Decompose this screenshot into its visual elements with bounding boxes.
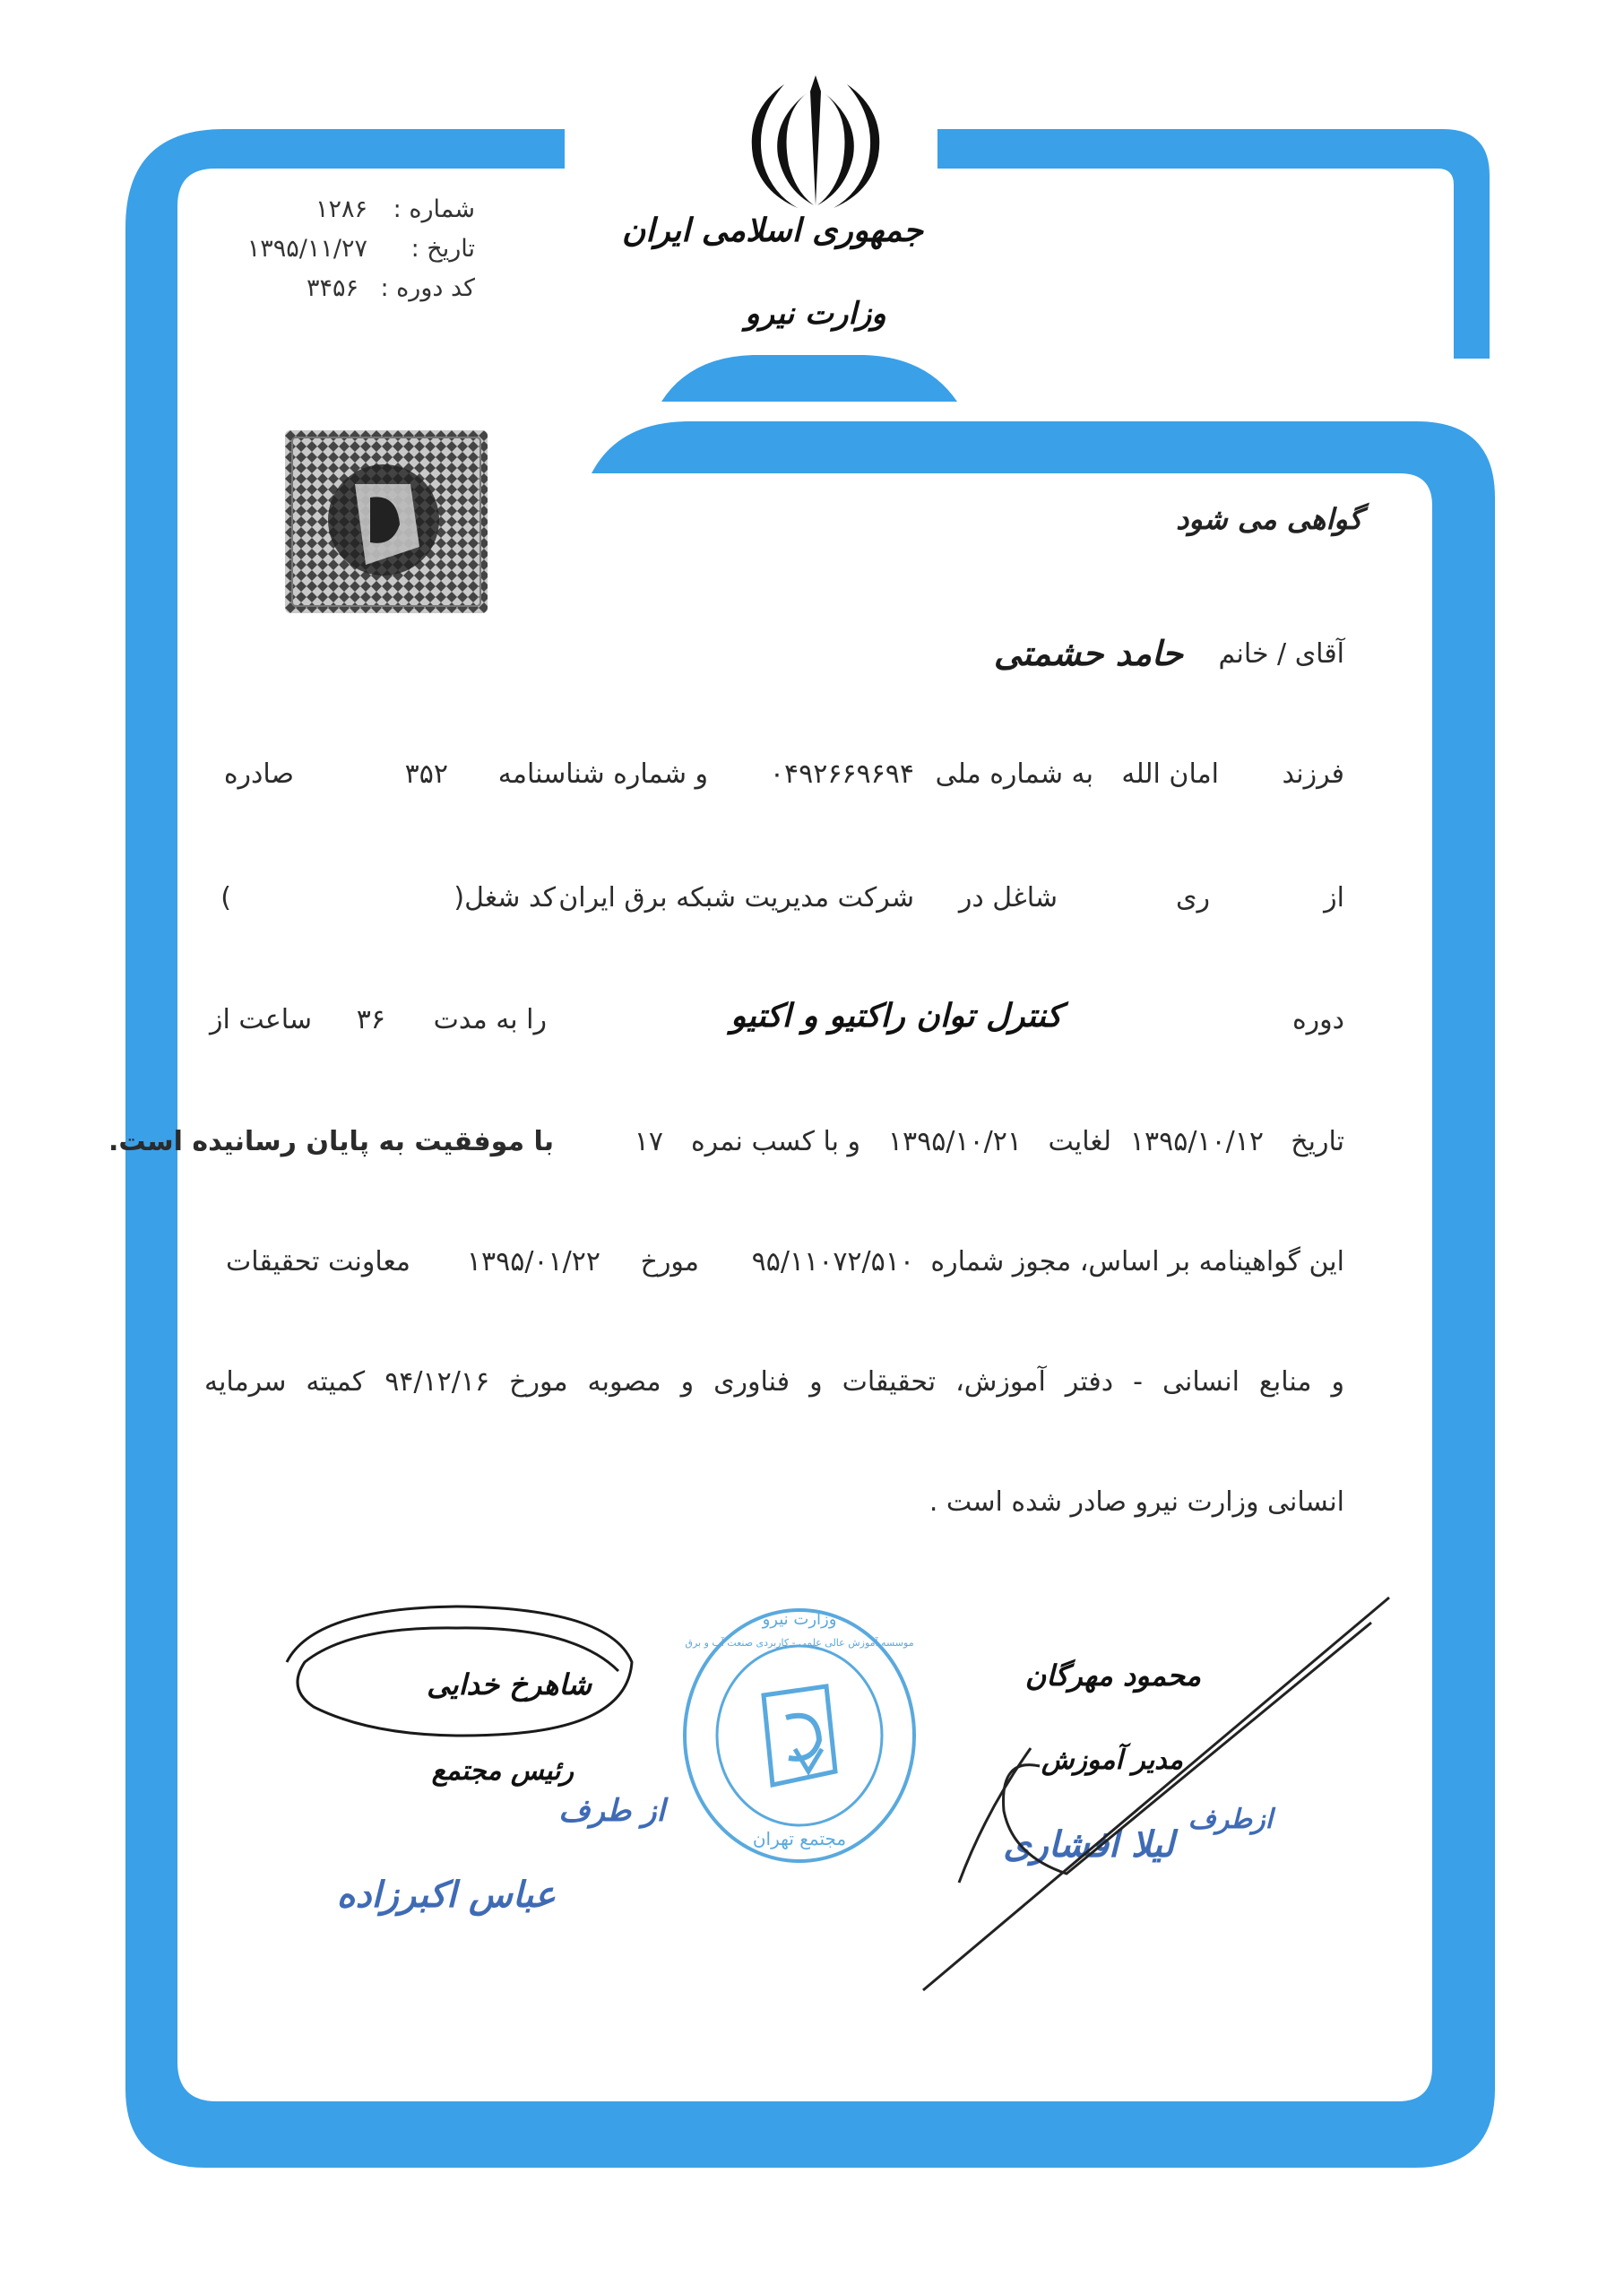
right-behalf-name: لیلا افشاری: [1003, 1823, 1174, 1866]
score-label: و با کسب نمره: [690, 1126, 860, 1157]
frame-crest-tab: [661, 355, 957, 402]
seal-bottom-text: مجتمع تهران: [752, 1828, 847, 1849]
meta-date-label: تاریخ :: [410, 235, 475, 263]
meta-date-value: ۱۳۹۵/۱۱/۲۷: [246, 235, 367, 263]
certify-heading: گواهی می شود: [1176, 502, 1362, 536]
hologram-sticker: [285, 430, 488, 613]
body-line-7: و منابع انسانی - دفتر آموزش، تحقیقات و فناوری و مصوبه مورخ ۹۴/۱۲/۱۶ کمیته سرمایه: [204, 1366, 1344, 1398]
child-of-label: فرزند: [1282, 758, 1344, 790]
birth-cert-value: ۳۵۲: [404, 758, 448, 790]
based-on-text: این گواهینامه بر اساس، مجوز شماره: [930, 1246, 1344, 1277]
recipient-prefix: آقای / خانم: [1218, 638, 1344, 670]
right-signature-strokes: [905, 1587, 1407, 1999]
seal-top-text: وزارت نیرو: [762, 1610, 837, 1629]
place-value: ری: [1176, 882, 1210, 914]
company-name: شرکت مدیریت شبکه برق ایران: [558, 882, 914, 914]
date-label: تاریخ: [1291, 1126, 1344, 1157]
license-date: ۱۳۹۵/۰۱/۲۲: [466, 1246, 600, 1277]
iran-emblem-icon: [744, 66, 887, 210]
left-signatory-title: رئیس مجتمع: [431, 1755, 574, 1787]
issued-label: صادره: [223, 758, 294, 790]
course-label: دوره: [1291, 1004, 1344, 1035]
from-label: از: [1324, 882, 1344, 914]
father-name: امان الله: [1121, 758, 1219, 790]
job-code-label: کد شغل(: [454, 882, 556, 914]
hours-value: ۳۶: [356, 1004, 385, 1035]
success-label: با موفقیت به پایان رسانیده است.: [108, 1126, 554, 1157]
dated-label: مورخ: [640, 1246, 699, 1277]
score-value: ۱۷: [634, 1126, 663, 1157]
meta-course-code-label: کد دوره :: [380, 274, 475, 302]
national-id-label: به شماره ملی: [935, 758, 1093, 790]
right-signatory-title: مدیر آموزش: [1041, 1745, 1183, 1776]
right-behalf-label: ازطرف: [1188, 1804, 1273, 1835]
end-date: ۱۳۹۵/۱۰/۲۱: [887, 1126, 1022, 1157]
until-label: لغایت: [1048, 1126, 1111, 1157]
license-number: ۹۵/۱۱۰۷۲/۵۱۰: [751, 1246, 914, 1277]
job-code-close: ): [220, 882, 231, 914]
hours-from-label: ساعت از: [210, 1004, 312, 1035]
meta-number-value: ۱۲۸۶: [315, 195, 367, 223]
deputy-text: معاونت تحقیقات: [225, 1246, 410, 1277]
frame-top-right-bar: [937, 129, 1490, 359]
birth-cert-label: و شماره شناسنامه: [497, 758, 708, 790]
institute-seal: [674, 1601, 925, 1870]
national-id-value: ۰۴۹۲۶۶۹۶۹۴: [769, 758, 914, 790]
seal-ring-text: موسسه آموزش عالی علمی - کاربردی صنعت آب و برق: [685, 1637, 914, 1649]
ministry-name: وزارت نیرو: [745, 296, 886, 332]
left-behalf-name: عباس اکبرزاده: [336, 1874, 556, 1916]
left-behalf-label: از طرف: [558, 1793, 665, 1829]
start-date: ۱۳۹۵/۱۰/۱۲: [1129, 1126, 1264, 1157]
duration-label: را به مدت: [433, 1004, 547, 1035]
recipient-name: حامد حشمتی: [993, 633, 1183, 673]
course-title: کنترل توان راکتیو و اکتیو: [730, 997, 1062, 1035]
meta-course-code-value: ۳۴۵۶: [306, 274, 358, 302]
left-signatory-name: شاهرخ خدایی: [427, 1667, 592, 1702]
right-signatory-name: محمود مهرگان: [1024, 1658, 1201, 1693]
country-name: جمهوری اسلامی ایران: [621, 212, 923, 249]
employed-label: شاغل در: [958, 882, 1058, 914]
body-line-8: انسانی وزارت نیرو صادر شده است .: [929, 1486, 1344, 1518]
meta-number-label: شماره :: [393, 195, 475, 223]
